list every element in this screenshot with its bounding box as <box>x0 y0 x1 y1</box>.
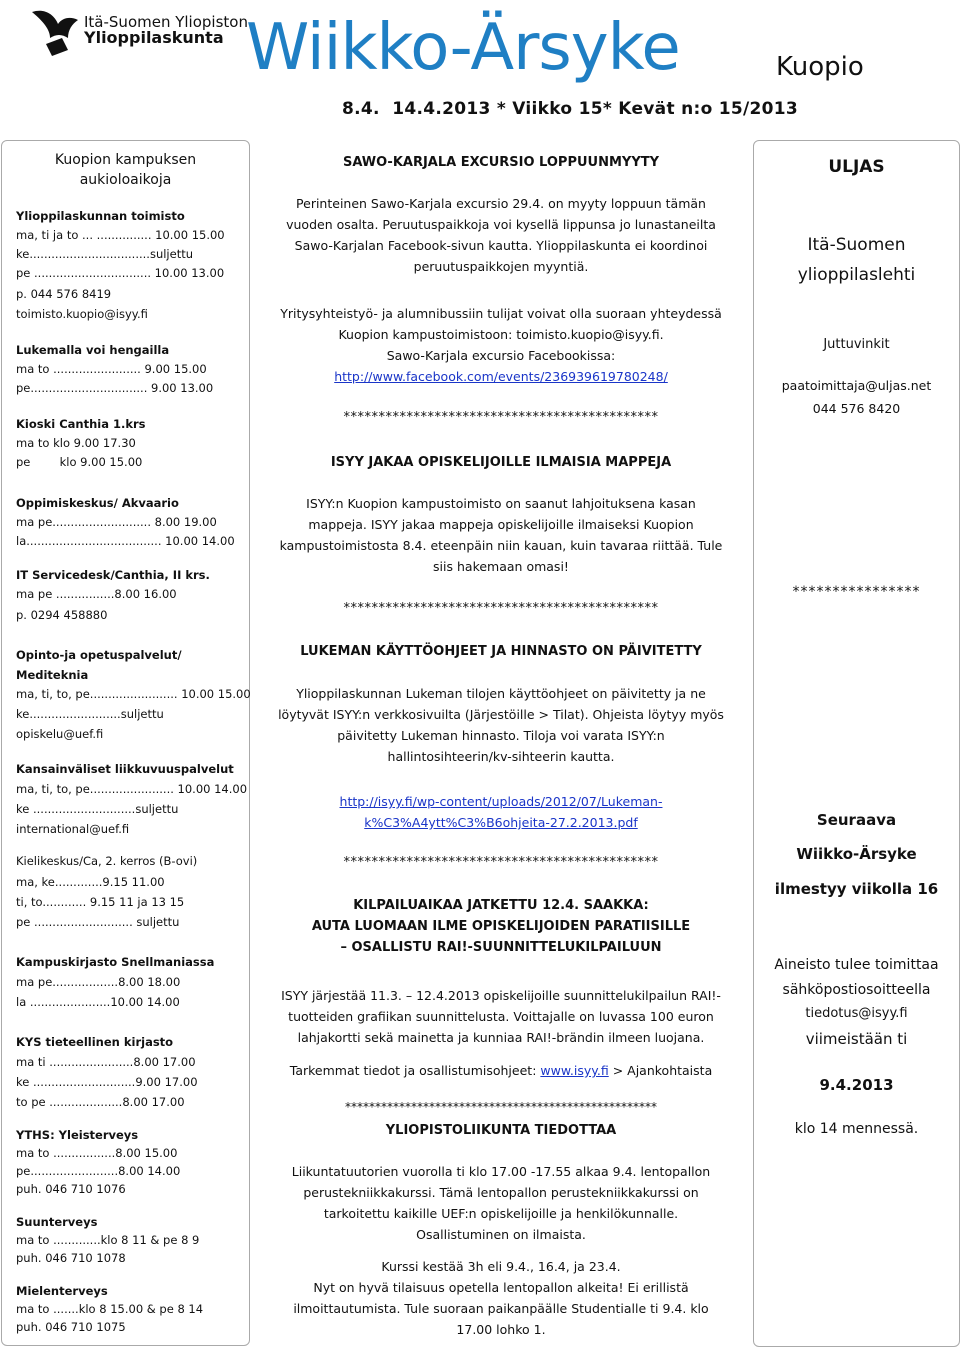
next-issue-label: Seuraava <box>816 811 897 829</box>
text-line: Kurssi kestää 3h eli 9.4., 16.4, ja 23.4. <box>381 1259 621 1274</box>
star-divider: ********************************************* <box>343 855 659 870</box>
text-line: Ylioppilaskunnan Lukeman tilojen käyttöohjeet on päivitetty ja ne <box>296 686 706 701</box>
text-line: Osallistuminen on ilmaista. <box>416 1227 586 1242</box>
article-paragraph <box>262 493 740 577</box>
editor-email: paatoimittaja@uljas.net <box>781 378 932 393</box>
phone-line: p. 044 576 8419 <box>16 287 112 301</box>
section-heading: KYS tieteellinen kirjasto <box>16 1035 174 1049</box>
hours-line: pe ........................... suljettu <box>16 915 180 929</box>
hours-line: pe................................ 9.00 13.00 <box>16 381 214 395</box>
logo-line2: Ylioppilaskunta <box>84 28 224 47</box>
text-line: tarkoitettu kaikille UEF:n opiskelijoille ja henkilökunnalle. <box>323 1206 679 1221</box>
student-union-logo-icon <box>28 4 88 64</box>
phone-line: p. 0294 458880 <box>16 608 108 622</box>
article-title: ISYY JAKAA OPISKELIJOILLE ILMAISIA MAPPEJA <box>330 455 672 470</box>
deadline-date: 9.4.2013 <box>819 1076 894 1094</box>
text-line: Liikuntatuutorien vuorolla ti klo 17.00 -17.55 alkaa 9.4. lentopallon <box>291 1164 711 1179</box>
newsletter-title <box>246 6 680 90</box>
hours-line: ma, ti ja to ... ............... 10.00 15.00 <box>16 228 225 242</box>
title-line: AUTA LUOMAAN ILME OPISKELIJOIDEN PARATIISILLE <box>311 919 691 934</box>
hours-line: ma pe..................8.00 18.00 <box>16 975 181 989</box>
hours-line: ma ti .......................8.00 17.00 <box>16 1055 196 1069</box>
hours-line: ma to .............klo 8 11 & pe 8 9 <box>16 1233 200 1247</box>
section-heading: IT Servicedesk/Canthia, II krs. <box>16 568 210 582</box>
email-line: opiskelu@uef.fi <box>16 727 104 741</box>
text-line: mappeja. ISYY jakaa mappeja opiskelijoille ilmaiseksi Kuopion <box>308 517 694 532</box>
article-paragraph <box>262 1256 740 1340</box>
hours-line: pe klo 9.00 15.00 <box>16 455 143 469</box>
text-line: Yritysyhteistyö- ja alumnibussiin tulijat voivat olla suoraan yhteydessä <box>280 306 722 321</box>
email-line: international@uef.fi <box>16 822 130 836</box>
hours-line: ma, ti, to, pe....................... 10.00 14.00 <box>16 782 248 796</box>
next-issue-week: ilmestyy viikolla 16 <box>774 880 939 898</box>
next-issue-name: Wiikko-Ärsyke <box>796 845 917 863</box>
text-line: löytyvät ISYY:n verkkosivuilta (Järjestöille > Tilat). Ohjeista löytyy myös <box>278 707 724 722</box>
section-heading: Suunterveys <box>16 1215 98 1229</box>
text-line: siis hakemaan omasi! <box>433 559 569 574</box>
city-label: Kuopio <box>776 52 864 82</box>
star-divider: ********************************************* <box>343 601 659 616</box>
material-line: Aineisto tulee toimittaa <box>774 957 939 973</box>
phone-line: puh. 046 710 1078 <box>16 1251 126 1265</box>
text-line: 17.00 lohko 1. <box>456 1322 546 1337</box>
hours-line: ma, ti, to, pe........................ 10.00 15.00 <box>16 687 251 701</box>
uljas-subtitle-1: Itä-Suomen <box>807 235 906 255</box>
opening-hours-box <box>1 140 250 1346</box>
material-email: tiedotus@isyy.fi <box>805 1006 908 1021</box>
hours-line: ma to .................8.00 15.00 <box>16 1146 178 1160</box>
material-line: sähköpostiosoitteella <box>782 982 931 998</box>
article-title: LUKEMAN KÄYTTÖOHJEET JA HINNASTO ON PÄIVITETTY <box>300 644 702 659</box>
deadline-time: klo 14 mennessä. <box>794 1121 919 1137</box>
lukema-pdf-link-cont[interactable]: k%C3%A4ytt%C3%B6ohjeita-27.2.2013.pdf <box>364 815 638 830</box>
title-dash: - <box>449 11 471 85</box>
section-heading: Oppimiskeskus/ Akvaario <box>16 496 179 510</box>
hours-line: ke ............................9.00 17.00 <box>16 1075 198 1089</box>
text-line: Nyt on hyvä tilaisuus opetella lentopallon alkeita! Ei erillistä <box>313 1280 689 1295</box>
article-title: SAWO-KARJALA EXCURSIO LOPPUUNMYYTY <box>342 155 660 170</box>
star-divider: **************** <box>792 584 921 600</box>
hours-line: ma pe ................8.00 16.00 <box>16 587 177 601</box>
article-title: YLIOPISTOLIIKUNTA TIEDOTTAA <box>385 1123 617 1138</box>
section-heading: Lukemalla voi hengailla <box>16 343 170 357</box>
text-line: Sawo-Karjala excursio Facebookissa: <box>386 348 616 363</box>
text-line: vuoden osalta. Peruutuspaikkoja voi kysellä lippunsa jo lunastaneilta <box>286 217 716 232</box>
text-line: lahjakortti sekä mainetta ja kunniaa RAI!-brändin ilmeen luojana. <box>297 1030 705 1045</box>
uljas-subtitle-2: ylioppilaslehti <box>797 265 916 285</box>
title-part2: Ärsyke <box>470 11 680 85</box>
article-paragraph <box>262 1161 740 1245</box>
article-title <box>262 895 740 958</box>
hours-line: ma pe........................... 8.00 19.00 <box>16 515 217 529</box>
section-heading: Kansainväliset liikkuvuuspalvelut <box>16 762 234 776</box>
hours-line: ti, to............ 9.15 11 ja 13 15 <box>16 895 185 909</box>
text-line: Kuopion kampustoimistoon: toimisto.kuopio@isyy.fi. <box>338 327 664 342</box>
text-line: ilmoittautumista. Tule suoraan paikanpäälle Studentialle ti 9.4. klo <box>293 1301 709 1316</box>
hours-line: ma to .......klo 8 15.00 & pe 8 14 <box>16 1302 204 1316</box>
editor-phone: 044 576 8420 <box>812 401 901 416</box>
hours-line: ke ............................suljettu <box>16 802 179 816</box>
hours-line: pe........................8.00 14.00 <box>16 1164 181 1178</box>
hours-line: ma to ........................ 9.00 15.00 <box>16 362 207 376</box>
hours-line: ma, ke.............9.15 11.00 <box>16 875 165 889</box>
text-line: kampustoimistosta 8.4. eteenpäin niin kauan, kuin tavaraa riittää. Tule <box>279 538 723 553</box>
title-line: KILPAILUAIKAA JATKETTU 12.4. SAAKKA: <box>353 898 649 913</box>
issue-dates: 8.4. 14.4.2013 * Viikko 15* Kevät n:o 15/2013 <box>342 99 799 119</box>
section-heading: Kioski Canthia 1.krs <box>16 417 146 431</box>
lukema-pdf-link[interactable]: http://isyy.fi/wp-content/uploads/2012/07/Lukeman- <box>339 794 663 809</box>
text-line: ISYY:n Kuopion kampustoimisto on saanut lahjoituksena kasan <box>306 496 696 511</box>
title-part1: Wiikko <box>246 11 450 85</box>
article-paragraph <box>262 683 740 767</box>
opening-hours-heading-1: Kuopion kampuksen <box>54 152 197 168</box>
more-info-text: Tarkemmat tiedot ja osallistumisohjeet: <box>289 1063 541 1078</box>
section-heading: Opinto-ja opetuspalvelut/ <box>16 648 182 662</box>
article-paragraph <box>262 303 740 387</box>
material-line: viimeistään ti <box>805 1030 908 1048</box>
hours-line: ma to klo 9.00 17.30 <box>16 436 136 450</box>
section-heading: Kampuskirjasto Snellmaniassa <box>16 955 215 969</box>
email-line: toimisto.kuopio@isyy.fi <box>16 307 148 321</box>
more-info-suffix: > Ajankohtaista <box>608 1063 713 1078</box>
text-line: peruutuspaikkojen myyntiä. <box>413 259 589 274</box>
hours-line: pe ................................ 10.00 13.00 <box>16 266 225 280</box>
article-paragraph <box>262 985 740 1048</box>
text-line: Sawo-Karjalan Facebook-sivun kautta. Ylioppilaskunta ei koordinoi <box>294 238 708 253</box>
section-heading: Ylioppilaskunnan toimisto <box>16 209 185 223</box>
text-line: Perinteinen Sawo-Karjala excursio 29.4. on myyty loppuun tämän <box>296 196 706 211</box>
article-paragraph <box>262 193 740 277</box>
text-line: tuotteiden grafiikan suunnittelusta. Voittajalle on luvassa 100 euron <box>288 1009 714 1024</box>
uljas-heading: ULJAS <box>828 157 885 177</box>
section-heading: Kielikeskus/Ca, 2. kerros (B-ovi) <box>16 854 198 868</box>
hours-line: la ......................10.00 14.00 <box>16 995 180 1009</box>
text-line: päivitetty Lukeman hinnasto. Tiloja voi varata ISYY:n <box>337 728 665 743</box>
star-divider: **************************************************** <box>345 1100 657 1114</box>
hours-line: ke.................................suljettu <box>16 247 194 261</box>
title-line: – OSALLISTU RAI!-SUUNNITTELUKILPAILUUN <box>340 940 662 955</box>
text-line: hallintosihteerin/kv-sihteerin kautta. <box>387 749 615 764</box>
star-divider: ********************************************* <box>343 410 659 425</box>
hours-line: ke.........................suljettu <box>16 707 164 721</box>
lukema-pdf-link-block <box>262 791 740 833</box>
opening-hours-heading-2: aukioloaikoja <box>79 172 172 188</box>
text-line: ISYY järjestää 11.3. – 12.4.2013 opiskelijoille suunnittelukilpailun RAI!- <box>281 988 721 1003</box>
hours-line: la..................................... 10.00 14.00 <box>16 534 235 548</box>
uljas-box <box>753 140 960 1347</box>
more-info-line <box>262 1060 740 1081</box>
text-line: perustekniikkakurssi. Tämä lentopallon perustekniikkakurssi on <box>303 1185 699 1200</box>
section-heading: Mediteknia <box>16 668 89 682</box>
story-tips-label: Juttuvinkit <box>823 337 890 352</box>
section-heading: Mielenterveys <box>16 1284 108 1298</box>
phone-line: puh. 046 710 1075 <box>16 1320 126 1334</box>
phone-line: puh. 046 710 1076 <box>16 1182 126 1196</box>
facebook-event-link[interactable]: http://www.facebook.com/events/236939619780248/ <box>334 369 668 384</box>
logo-line1: Itä-Suomen Yliopiston <box>84 13 248 31</box>
hours-line: to pe ....................8.00 17.00 <box>16 1095 185 1109</box>
section-heading: YTHS: Yleisterveys <box>16 1128 139 1142</box>
logo-text <box>84 14 248 46</box>
isyy-link[interactable]: www.isyy.fi <box>540 1063 609 1078</box>
